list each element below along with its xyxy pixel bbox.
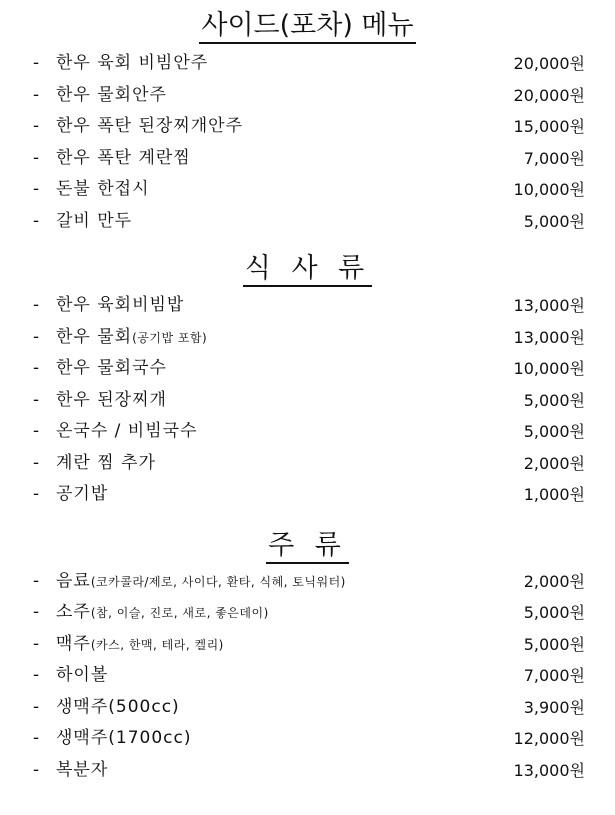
item-name: [56, 597, 269, 630]
item-dash: -: [33, 759, 40, 780]
item-name: [56, 143, 191, 176]
item-name-text: 한우 물회안주: [56, 84, 167, 105]
item-dash: -: [33, 210, 40, 231]
section-title-text: 사이드(포차) 메뉴: [199, 10, 415, 44]
item-dash: -: [33, 602, 40, 622]
item-price: 3,900원: [523, 697, 585, 717]
item-name-text: 한우 육회비빔밥: [56, 295, 185, 315]
menu-item: [0, 290, 615, 322]
item-name: [56, 479, 108, 512]
item-price: 10,000원: [513, 359, 585, 378]
item-dash: -: [33, 53, 40, 73]
item-dash: -: [33, 326, 40, 347]
item-name: [56, 416, 198, 449]
item-note: (카스, 한맥, 테라, 켈리): [90, 637, 224, 652]
section-title-text: 주 류: [266, 530, 349, 564]
item-name-text: 생맥주(500cc): [56, 696, 180, 717]
item-dash: -: [33, 295, 40, 315]
item-name-text: 소주: [56, 602, 91, 622]
item-name-text: 계란 찜 추가: [56, 452, 156, 473]
section-title-meals: [0, 237, 615, 290]
item-name-text: 온국수 / 비빔국수: [56, 421, 198, 441]
item-name: [56, 723, 192, 756]
item-dash: -: [33, 452, 40, 473]
item-name: [56, 385, 167, 418]
item-price: 20,000원: [513, 85, 585, 105]
item-name: [56, 206, 132, 239]
menu-item: [0, 566, 615, 598]
item-price: 5,000원: [523, 390, 585, 410]
menu-item: [0, 448, 615, 480]
item-price: 5,000원: [523, 422, 585, 441]
side-menu-list: [0, 48, 615, 237]
menu-item: [0, 353, 615, 385]
item-price: 13,000원: [513, 760, 585, 780]
menu-item: [0, 322, 615, 354]
item-dash: -: [33, 570, 40, 591]
item-name-text: 한우 물회국수: [56, 358, 167, 378]
item-name: [56, 322, 207, 355]
item-note: (공기밥 포함): [132, 330, 208, 345]
meal-list: [0, 290, 615, 511]
item-name: [56, 290, 184, 323]
section-title-text: 식 사 류: [243, 253, 372, 287]
item-note: (코카콜라/제로, 사이다, 환타, 식혜, 토닉워터): [90, 574, 346, 589]
drinks-list: [0, 566, 615, 787]
item-price: 5,000원: [523, 634, 585, 654]
item-name-text: 한우 폭탄 된장찌개안주: [56, 116, 244, 136]
item-name-text: 한우 된장찌개: [56, 389, 167, 410]
menu-item: [0, 723, 615, 755]
item-price: 1,000원: [523, 485, 585, 504]
item-dash: -: [33, 179, 40, 199]
item-name-text: 돈불 한접시: [56, 179, 150, 199]
item-price: 15,000원: [513, 117, 585, 136]
item-name: [56, 755, 108, 788]
item-dash: -: [33, 116, 40, 136]
item-price: 12,000원: [513, 729, 585, 748]
item-dash: -: [33, 633, 40, 654]
item-price: 20,000원: [513, 54, 585, 73]
item-name-text: 하이볼: [56, 665, 109, 685]
item-name-text: 한우 육회 비빔안주: [56, 53, 209, 73]
item-name-text: 맥주: [56, 633, 91, 654]
item-dash: -: [33, 147, 40, 168]
item-name: [56, 566, 346, 599]
item-dash: -: [33, 358, 40, 378]
menu-item: [0, 692, 615, 724]
item-name: [56, 448, 156, 481]
item-price: 5,000원: [523, 211, 585, 231]
item-name: [56, 353, 167, 386]
item-name: [56, 660, 108, 693]
item-name: [56, 629, 224, 662]
menu-item: [0, 385, 615, 417]
menu-item: [0, 48, 615, 80]
item-dash: -: [33, 389, 40, 410]
item-dash: -: [33, 665, 40, 685]
item-name: [56, 80, 167, 113]
item-price: 7,000원: [523, 666, 585, 685]
item-price: 13,000원: [513, 296, 585, 315]
menu-item: [0, 206, 615, 238]
menu-item: [0, 660, 615, 692]
item-price: 13,000원: [513, 327, 585, 347]
meal-section: [0, 237, 615, 511]
item-price: 2,000원: [523, 453, 585, 473]
menu-item: [0, 80, 615, 112]
item-dash: -: [33, 728, 40, 748]
menu-item: [0, 174, 615, 206]
item-price: 7,000원: [523, 148, 585, 168]
side-menu-section: [0, 0, 615, 237]
item-price: 5,000원: [523, 603, 585, 622]
menu-item: [0, 629, 615, 661]
item-name-text: 갈비 만두: [56, 210, 133, 231]
item-price: 10,000원: [513, 180, 585, 199]
drinks-section: [0, 511, 615, 787]
menu-item: [0, 597, 615, 629]
section-title-drinks: [0, 511, 615, 566]
menu-item: [0, 111, 615, 143]
section-title-side-menu: [0, 0, 615, 45]
item-name-text: 음료: [56, 570, 91, 591]
menu-item: [0, 416, 615, 448]
item-dash: -: [33, 421, 40, 441]
menu-item: [0, 143, 615, 175]
menu-item: [0, 479, 615, 511]
menu-item: [0, 755, 615, 787]
item-name-text: 한우 폭탄 계란찜: [56, 147, 191, 168]
item-name-text: 생맥주(1700cc): [56, 728, 192, 748]
item-price: 2,000원: [523, 571, 585, 591]
item-name-text: 복분자: [56, 759, 109, 780]
item-name: [56, 48, 208, 81]
item-name: [56, 692, 180, 725]
item-dash: -: [33, 484, 40, 504]
item-name-text: 공기밥: [56, 484, 109, 504]
item-name-text: 한우 물회: [56, 326, 133, 347]
item-name: [56, 174, 150, 207]
item-dash: -: [33, 696, 40, 717]
item-note: (참, 이슬, 진로, 새로, 좋은데이): [90, 606, 269, 620]
item-dash: -: [33, 84, 40, 105]
item-name: [56, 111, 243, 144]
